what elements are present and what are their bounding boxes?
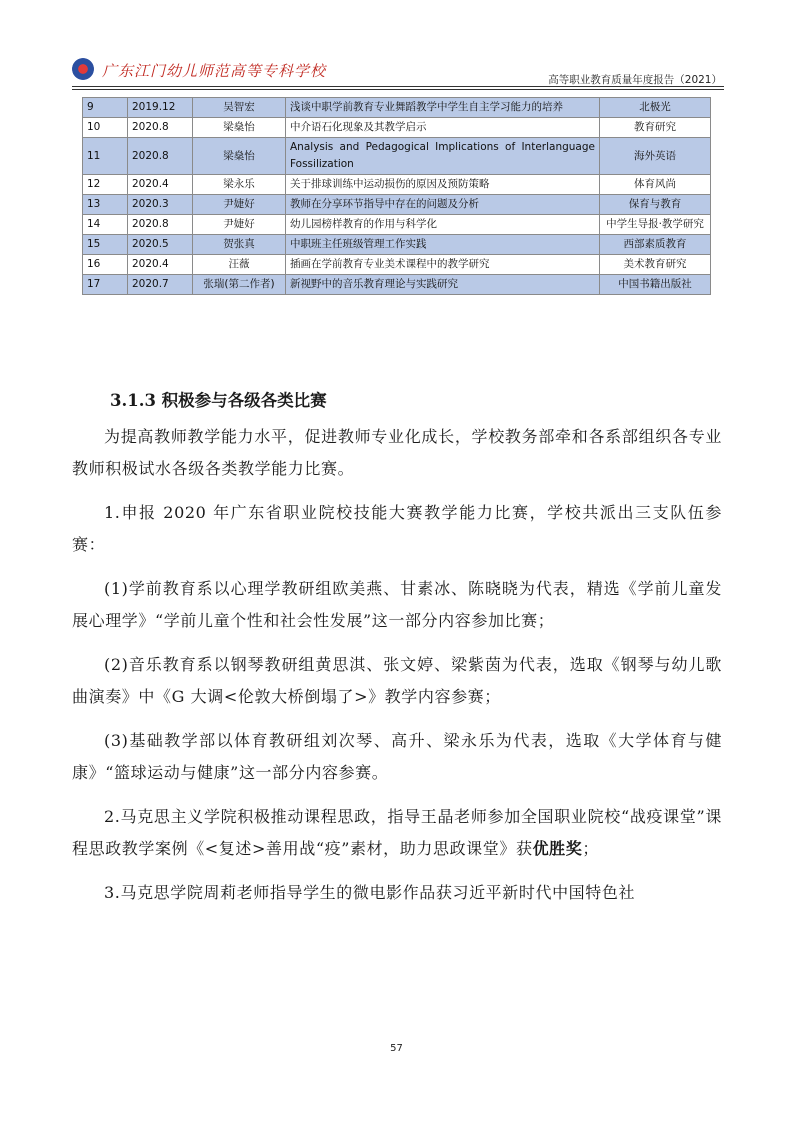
report-title: 高等职业教育质量年度报告（2021） (548, 74, 722, 86)
table-row (83, 98, 711, 118)
cell-number: 15 (83, 235, 128, 255)
section-content (72, 385, 722, 921)
school-name: 广东江门幼儿师范高等专科学校 (102, 62, 327, 80)
cell-author: 张瑞(第二作者) (193, 275, 286, 295)
cell-date: 2020.8 (128, 138, 193, 175)
cell-number: 13 (83, 195, 128, 215)
cell-author: 汪薇 (193, 255, 286, 275)
table-row (83, 235, 711, 255)
table-row (83, 215, 711, 235)
cell-journal: 体育风尚 (600, 175, 711, 195)
cell-number: 9 (83, 98, 128, 118)
paragraph-item-2: 2.马克思主义学院积极推动课程思政，指导王晶老师参加全国职业院校“战疫课堂”课程思政教学案例《<复述>善用战“疫”素材，助力思政课堂》获优胜奖； (72, 807, 722, 858)
cell-date: 2020.4 (128, 175, 193, 195)
cell-journal: 西部素质教育 (600, 235, 711, 255)
cell-title: 浅谈中职学前教育专业舞蹈教学中学生自主学习能力的培养 (286, 98, 600, 118)
cell-journal: 教育研究 (600, 118, 711, 138)
cell-number: 11 (83, 138, 128, 175)
cell-date: 2020.4 (128, 255, 193, 275)
section-heading: 3.1.3 积极参与各级各类比赛 (110, 391, 327, 410)
cell-author: 贺张真 (193, 235, 286, 255)
cell-date: 2020.3 (128, 195, 193, 215)
cell-journal: 中国书籍出版社 (600, 275, 711, 295)
cell-title: 新视野中的音乐教育理论与实践研究 (286, 275, 600, 295)
cell-date: 2020.8 (128, 118, 193, 138)
cell-number: 10 (83, 118, 128, 138)
cell-title: 中职班主任班级管理工作实践 (286, 235, 600, 255)
cell-number: 17 (83, 275, 128, 295)
cell-journal: 美术教育研究 (600, 255, 711, 275)
table-row (83, 175, 711, 195)
school-logo-icon (72, 58, 94, 80)
cell-title: Analysis and Pedagogical Implications of Interlanguage Fossilization (286, 138, 600, 175)
table-row (83, 275, 711, 295)
table-row (83, 138, 711, 175)
cell-title: 中介语石化现象及其教学启示 (286, 118, 600, 138)
cell-date: 2020.5 (128, 235, 193, 255)
publications-table (82, 97, 711, 295)
publications-table-body (83, 98, 711, 295)
cell-title: 教师在分享环节指导中存在的问题及分析 (286, 195, 600, 215)
paragraph-intro: 为提高教师教学能力水平，促进教师专业化成长，学校教务部牵和各系部组织各专业教师积极试水各级各类教学能力比赛。 (72, 427, 722, 478)
cell-date: 2019.12 (128, 98, 193, 118)
paragraph-item-1-2: (2)音乐教育系以钢琴教研组黄思淇、张文婷、梁紫茵为代表，选取《钢琴与幼儿歌曲演奏》中《G 大调<伦敦大桥倒塌了>》教学内容参赛； (72, 655, 722, 706)
cell-title: 关于排球训练中运动损伤的原因及预防策略 (286, 175, 600, 195)
cell-date: 2020.7 (128, 275, 193, 295)
cell-author: 梁燊怡 (193, 138, 286, 175)
cell-title: 幼儿园榜样教育的作用与科学化 (286, 215, 600, 235)
cell-author: 梁永乐 (193, 175, 286, 195)
cell-journal: 海外英语 (600, 138, 711, 175)
header-rule-thin (72, 89, 724, 90)
cell-author: 梁燊怡 (193, 118, 286, 138)
cell-journal: 北极光 (600, 98, 711, 118)
cell-author: 吴智宏 (193, 98, 286, 118)
cell-title: 插画在学前教育专业美术课程中的教学研究 (286, 255, 600, 275)
table-row (83, 118, 711, 138)
paragraph-item-1-3: (3)基础教学部以体育教研组刘次琴、高升、梁永乐为代表，选取《大学体育与健康》“篮球运动与健康”这一部分内容参赛。 (72, 731, 722, 782)
cell-date: 2020.8 (128, 215, 193, 235)
table-row (83, 255, 711, 275)
page-header (72, 52, 724, 88)
paragraph-item-3: 3.马克思学院周莉老师指导学生的微电影作品获习近平新时代中国特色社 (104, 883, 636, 902)
paragraph-item-1-1: (1)学前教育系以心理学教研组欧美燕、甘素冰、陈晓晓为代表，精选《学前儿童发展心理学》“学前儿童个性和社会性发展”这一部分内容参加比赛； (72, 579, 722, 630)
cell-journal: 中学生导报·教学研究 (600, 215, 711, 235)
paragraph-item-1: 1.申报 2020 年广东省职业院校技能大赛教学能力比赛，学校共派出三支队伍参赛： (72, 503, 722, 554)
cell-author: 尹婕好 (193, 215, 286, 235)
header-rule (72, 86, 724, 87)
table-row (83, 195, 711, 215)
cell-number: 14 (83, 215, 128, 235)
cell-author: 尹婕好 (193, 195, 286, 215)
cell-journal: 保育与教育 (600, 195, 711, 215)
cell-number: 12 (83, 175, 128, 195)
page-number: 57 (390, 1043, 403, 1054)
award-highlight: 优胜奖 (532, 839, 583, 858)
cell-number: 16 (83, 255, 128, 275)
